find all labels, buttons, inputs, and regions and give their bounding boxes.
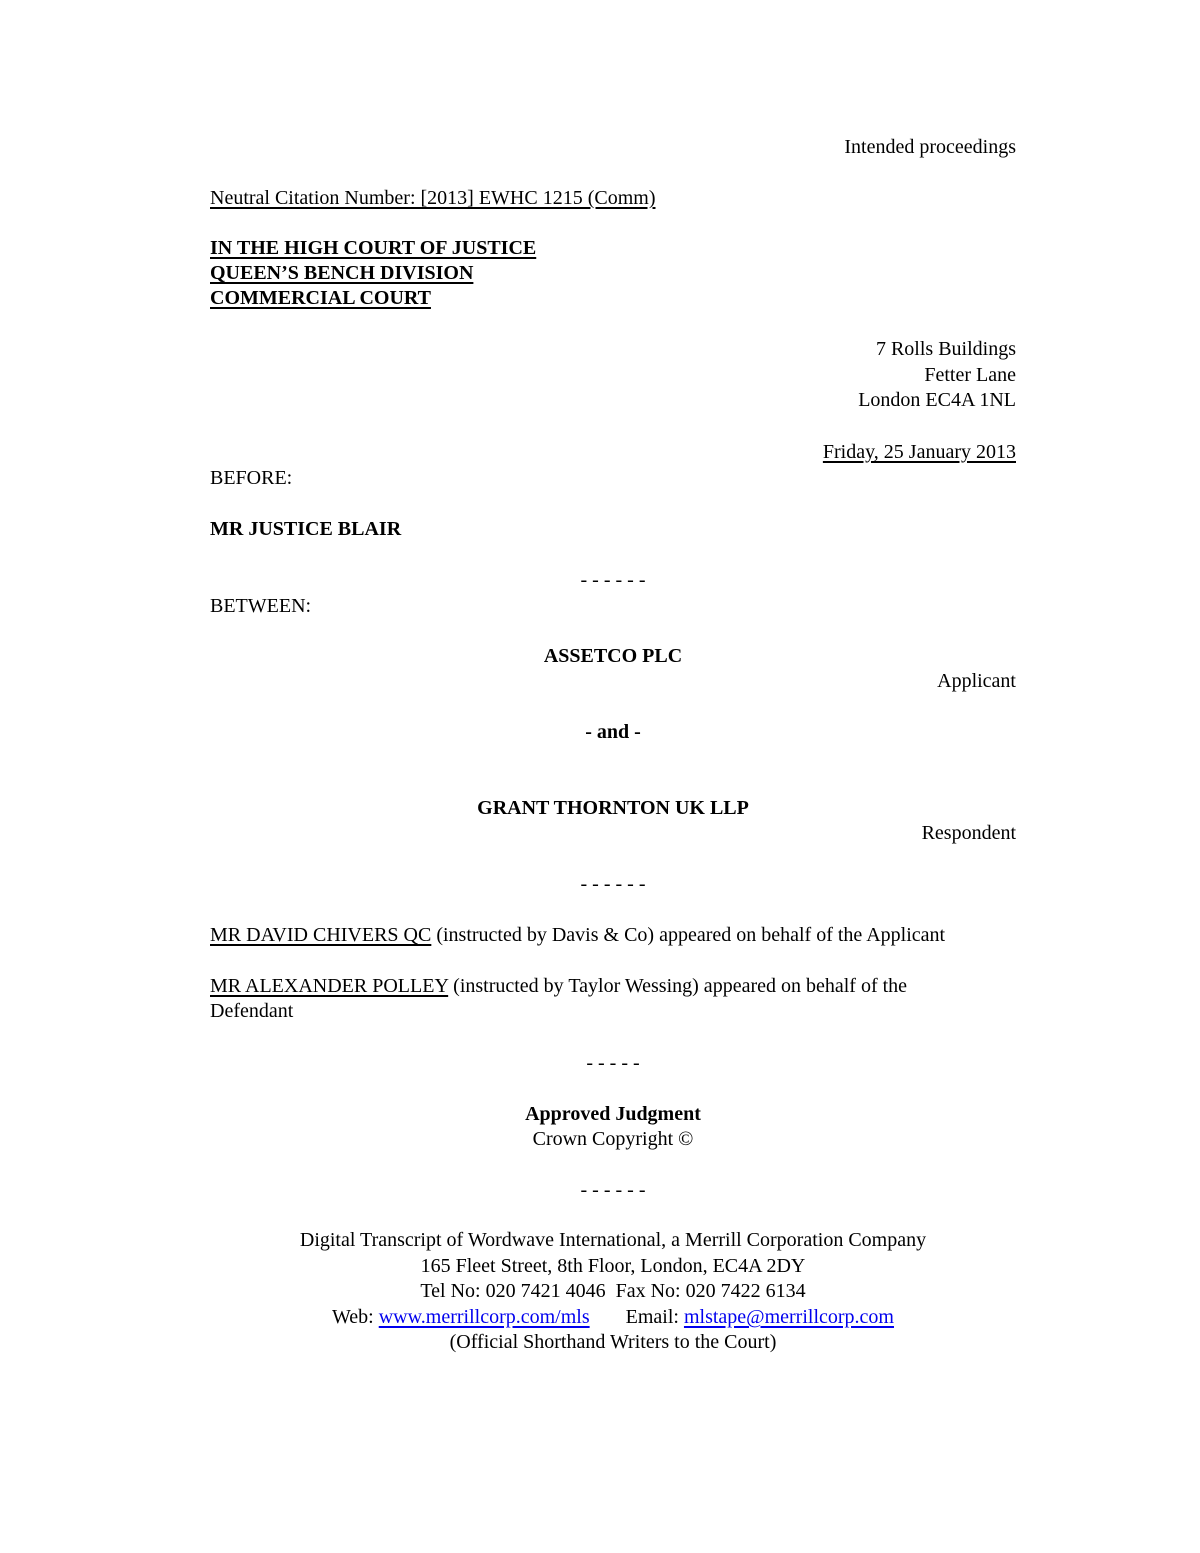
footer-contacts — [0, 1305, 1200, 1331]
footer-official: (Official Shorthand Writers to the Court) — [449, 1331, 777, 1353]
respondent-name: GRANT THORNTON UK LLP — [477, 797, 749, 819]
address-line-3: London EC4A 1NL — [858, 389, 1016, 411]
and-connector: - and - — [585, 721, 641, 743]
transcript-footer — [0, 1228, 1200, 1356]
court-heading — [210, 236, 536, 311]
between-label: BETWEEN: — [210, 595, 312, 617]
separator-4: - - - - - - — [580, 1179, 646, 1201]
court-line-1: IN THE HIGH COURT OF JUSTICE — [210, 237, 537, 259]
applicant-name: ASSETCO PLC — [543, 645, 683, 667]
court-line-3: COMMERCIAL COURT — [210, 287, 431, 309]
judge-name: MR JUSTICE BLAIR — [210, 518, 402, 540]
proceedings-status: Intended proceedings — [844, 136, 1016, 158]
footer-address: 165 Fleet Street, 8th Floor, London, EC4A 2DY — [420, 1254, 806, 1277]
email-link[interactable]: mlstape@merrillcorp.com — [683, 1305, 894, 1328]
footer-phone: Tel No: 020 7421 4046 Fax No: 020 7422 6134 — [420, 1280, 806, 1302]
footer-company: Digital Transcript of Wordwave International, a Merrill Corporation Company — [299, 1229, 927, 1251]
address-line-1: 7 Rolls Buildings — [875, 338, 1016, 360]
neutral-citation: Neutral Citation Number: [2013] EWHC 1215 (Comm) — [210, 187, 656, 209]
judgment-title: Approved Judgment — [525, 1103, 701, 1125]
address-line-2: Fetter Lane — [924, 363, 1016, 386]
applicant-role: Applicant — [937, 670, 1016, 692]
counsel-defendant — [210, 974, 990, 1024]
counsel-applicant-text: (instructed by Davis & Co) appeared on behalf of the Applicant — [431, 924, 946, 946]
separator-1: - - - - - - — [580, 569, 646, 591]
separator-2: - - - - - - — [580, 873, 646, 895]
before-label: BEFORE: — [210, 467, 293, 489]
web-label: Web: — [332, 1305, 379, 1328]
counsel-defendant-name: MR ALEXANDER POLLEY — [210, 975, 449, 997]
counsel-applicant — [210, 923, 1020, 948]
court-address — [858, 337, 1016, 414]
email-label: Email: — [625, 1305, 684, 1328]
crown-copyright: Crown Copyright © — [532, 1128, 694, 1150]
separator-3: - - - - - — [586, 1052, 640, 1074]
respondent-role: Respondent — [921, 822, 1016, 844]
counsel-applicant-name: MR DAVID CHIVERS QC — [210, 924, 432, 946]
hearing-date: Friday, 25 January 2013 — [822, 441, 1016, 463]
web-link[interactable]: www.merrillcorp.com/mls — [378, 1305, 590, 1328]
court-line-2: QUEEN’S BENCH DIVISION — [210, 262, 474, 284]
counsel-defendant-text: (instructed by Taylor Wessing) appeared on behalf of the Defendant — [210, 975, 908, 1022]
